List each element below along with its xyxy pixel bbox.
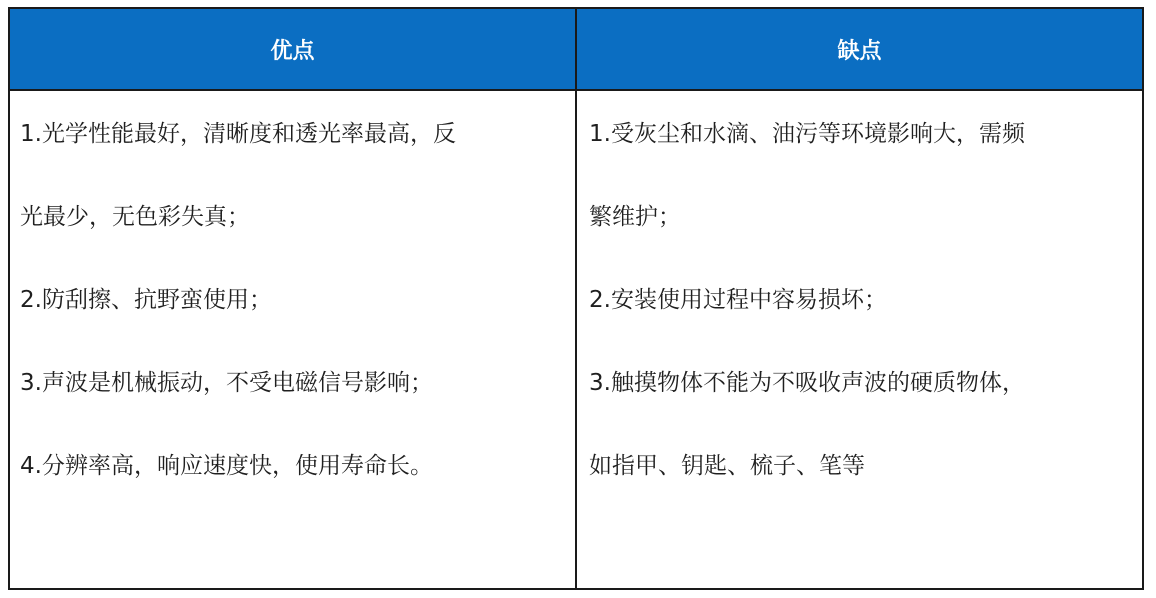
cons-line: 繁维护； [589, 204, 681, 230]
cons-line: 如指甲、钥匙、梳子、笔等 [589, 453, 865, 479]
header-pros: 优点 [270, 38, 315, 64]
pros-line: 3.声波是机械振动，不受电磁信号影响； [20, 370, 433, 396]
cons-line: 3.触摸物体不能为不吸收声波的硬质物体， [589, 370, 1025, 396]
pros-line: 1.光学性能最好，清晰度和透光率最高，反 [20, 121, 456, 147]
pros-line: 2.防刮擦、抗野蛮使用； [20, 287, 272, 313]
cons-cell [577, 91, 1142, 588]
pros-cell [10, 91, 575, 588]
pros-line: 光最少，无色彩失真； [20, 204, 250, 230]
header-cons: 缺点 [837, 38, 882, 64]
pros-line: 4.分辨率高，响应速度快，使用寿命长。 [20, 453, 433, 479]
cons-line: 1.受灰尘和水滴、油污等环境影响大，需频 [589, 121, 1025, 147]
cons-line: 2.安装使用过程中容易损坏； [589, 287, 887, 313]
comparison-table [8, 7, 1144, 590]
